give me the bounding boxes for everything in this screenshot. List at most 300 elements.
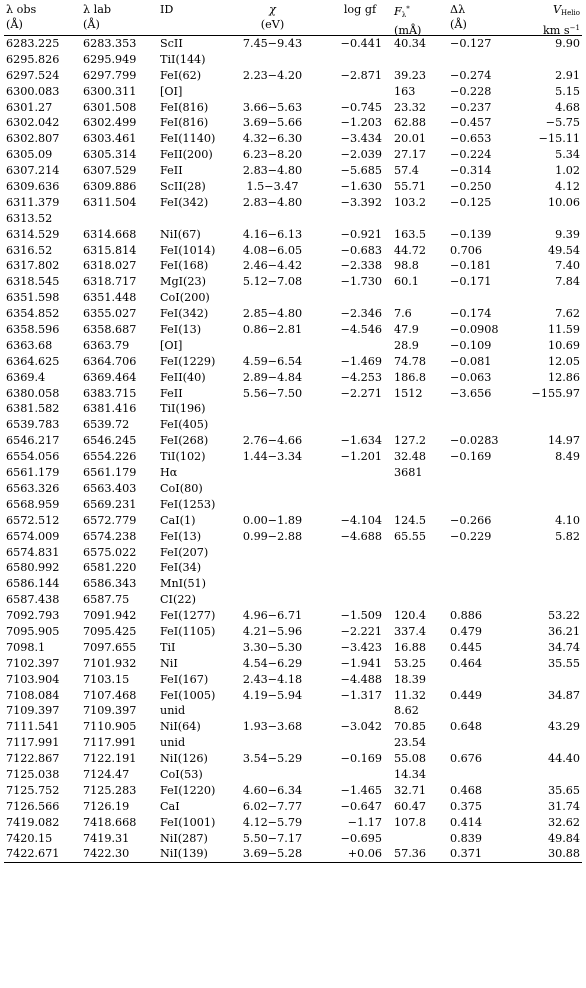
cell-lambda-lab: 6381.416 — [83, 402, 137, 416]
table-row — [4, 386, 582, 402]
table-row — [4, 576, 582, 592]
cell-loggf: −5.685 — [340, 164, 382, 178]
cell-v-helio: 5.15 — [555, 84, 580, 98]
header-lambda-lab: λ lab (Å) — [83, 3, 112, 31]
cell-delta-lambda: −0.314 — [450, 164, 492, 178]
cell-lambda-lab: 6363.79 — [83, 338, 130, 352]
table-row — [4, 354, 582, 370]
cell-id: CoI(200) — [160, 291, 210, 305]
cell-loggf: −1.17 — [347, 815, 382, 829]
cell-id: NiI — [160, 656, 178, 670]
cell-chi: 4.16−6.13 — [242, 227, 303, 241]
cell-lambda-lab: 7103.15 — [83, 672, 130, 686]
cell-lambda-obs: 6546.217 — [6, 434, 60, 448]
cell-lambda-obs: 7092.793 — [6, 609, 60, 623]
cell-id: FeI(13) — [160, 529, 202, 543]
header-v-helio: $V_{Helio}$ km $s^{-1}$ — [542, 3, 580, 37]
cell-id: FeI(816) — [160, 100, 209, 114]
cell-delta-lambda: −0.457 — [450, 116, 492, 130]
cell-id: NiI(67) — [160, 227, 201, 241]
cell-lambda-obs: 6580.992 — [6, 561, 60, 575]
table-row — [4, 274, 582, 290]
table-row — [4, 497, 582, 513]
cell-chi: 0.99−2.88 — [242, 529, 303, 543]
cell-lambda-obs: 7103.904 — [6, 672, 60, 686]
cell-chi: 1.93−3.68 — [242, 720, 303, 734]
cell-lambda-obs: 6302.807 — [6, 132, 60, 146]
cell-lambda-lab: 6309.886 — [83, 180, 137, 194]
cell-id: FeI(342) — [160, 307, 209, 321]
header-flux: $F_\lambda^*$ (mÅ) — [394, 5, 422, 37]
cell-delta-lambda: 0.706 — [450, 243, 483, 257]
table-header — [4, 2, 582, 35]
cell-delta-lambda: −0.169 — [450, 450, 492, 464]
table-row — [4, 243, 582, 259]
cell-v-helio: 4.68 — [555, 100, 580, 114]
cell-v-helio: 30.88 — [547, 847, 580, 861]
cell-delta-lambda: −0.081 — [450, 354, 492, 368]
cell-delta-lambda: −0.063 — [450, 370, 492, 384]
cell-id: ScII — [160, 37, 183, 50]
cell-id: unid — [160, 704, 186, 718]
cell-v-helio: −15.11 — [538, 132, 580, 146]
cell-loggf: −3.434 — [340, 132, 382, 146]
cell-id: FeI(1001) — [160, 815, 216, 829]
cell-lambda-lab: 7117.991 — [83, 736, 137, 750]
cell-lambda-obs: 7098.1 — [6, 640, 46, 654]
cell-flux: 3681 — [394, 466, 423, 480]
cell-id: FeI(1005) — [160, 688, 216, 702]
cell-v-helio: 43.29 — [547, 720, 580, 734]
cell-delta-lambda: −0.0908 — [450, 323, 499, 337]
cell-lambda-lab: 6561.179 — [83, 466, 137, 480]
cell-lambda-lab: 6383.715 — [83, 386, 137, 400]
cell-lambda-lab: 6587.75 — [83, 593, 130, 607]
cell-lambda-obs: 6369.4 — [6, 370, 46, 384]
cell-id: MgI(23) — [160, 275, 207, 289]
cell-id: FeII(200) — [160, 148, 213, 162]
cell-id: TiI(196) — [160, 402, 206, 416]
cell-lambda-lab: 7124.47 — [83, 767, 130, 781]
cell-chi: 4.12−5.79 — [242, 815, 303, 829]
cell-id: FeI(816) — [160, 116, 209, 130]
cell-flux: 11.32 — [394, 688, 427, 702]
table-row — [4, 179, 582, 195]
cell-flux: 8.62 — [394, 704, 419, 718]
cell-delta-lambda: −0.237 — [450, 100, 492, 114]
cell-lambda-lab: 7109.397 — [83, 704, 137, 718]
cell-lambda-lab: 7091.942 — [83, 609, 137, 623]
cell-v-helio: 5.82 — [555, 529, 580, 543]
cell-loggf: −0.683 — [340, 243, 382, 257]
table-row — [4, 322, 582, 338]
cell-lambda-obs: 6574.009 — [6, 529, 60, 543]
table-row — [4, 640, 582, 656]
cell-v-helio: 49.84 — [547, 831, 580, 845]
cell-flux: 47.9 — [394, 323, 419, 337]
cell-delta-lambda: −0.266 — [450, 513, 492, 527]
cell-flux: 32.71 — [394, 783, 427, 797]
cell-flux: 16.88 — [394, 640, 427, 654]
cell-loggf: +0.06 — [347, 847, 382, 861]
cell-flux: 7.6 — [394, 307, 412, 321]
cell-delta-lambda: −0.109 — [450, 338, 492, 352]
cell-lambda-obs: 6307.214 — [6, 164, 60, 178]
cell-v-helio: 4.10 — [555, 513, 580, 527]
cell-lambda-obs: 6300.083 — [6, 84, 60, 98]
cell-id: FeI(1253) — [160, 497, 216, 511]
cell-lambda-lab: 6315.814 — [83, 243, 137, 257]
cell-delta-lambda: 0.839 — [450, 831, 483, 845]
cell-lambda-lab: 7126.19 — [83, 799, 130, 813]
cell-lambda-obs: 6363.68 — [6, 338, 53, 352]
cell-loggf: −1.317 — [340, 688, 382, 702]
cell-lambda-obs: 6301.27 — [6, 100, 53, 114]
cell-lambda-obs: 6313.52 — [6, 211, 53, 225]
cell-chi: 5.50−7.17 — [242, 831, 303, 845]
cell-delta-lambda: 0.445 — [450, 640, 483, 654]
cell-lambda-obs: 7108.084 — [6, 688, 60, 702]
table-row — [4, 115, 582, 131]
table-row — [4, 624, 582, 640]
cell-v-helio: 49.54 — [547, 243, 580, 257]
cell-chi: 2.83−4.80 — [242, 164, 303, 178]
cell-flux: 23.54 — [394, 736, 427, 750]
table-row — [4, 735, 582, 751]
cell-id: [OI] — [160, 84, 183, 98]
cell-loggf: −2.039 — [340, 148, 382, 162]
table-row — [4, 68, 582, 84]
table-row — [4, 672, 582, 688]
cell-lambda-lab: 6358.687 — [83, 323, 137, 337]
cell-chi: 4.32−6.30 — [242, 132, 303, 146]
cell-loggf: −1.203 — [340, 116, 382, 130]
cell-loggf: −0.921 — [340, 227, 382, 241]
cell-v-helio: 44.40 — [547, 752, 580, 766]
cell-lambda-lab: 6554.226 — [83, 450, 137, 464]
cell-id: CI(22) — [160, 593, 196, 607]
cell-lambda-obs: 7420.15 — [6, 831, 53, 845]
table-row — [4, 417, 582, 433]
cell-delta-lambda: −0.171 — [450, 275, 492, 289]
cell-lambda-obs: 6380.058 — [6, 386, 60, 400]
cell-chi: 0.00−1.89 — [242, 513, 303, 527]
cell-lambda-lab: 6369.464 — [83, 370, 137, 384]
cell-delta-lambda: 0.676 — [450, 752, 483, 766]
cell-v-helio: 34.74 — [547, 640, 580, 654]
cell-lambda-obs: 7122.867 — [6, 752, 60, 766]
cell-v-helio: 35.65 — [547, 783, 580, 797]
cell-flux: 18.39 — [394, 672, 427, 686]
cell-v-helio: 2.91 — [555, 68, 580, 82]
cell-flux: 39.23 — [394, 68, 427, 82]
cell-flux: 163.5 — [394, 227, 427, 241]
cell-flux: 20.01 — [394, 132, 427, 146]
table-row — [4, 703, 582, 719]
cell-loggf: −4.104 — [340, 513, 382, 527]
cell-lambda-obs: 6283.225 — [6, 37, 60, 50]
cell-id: FeI(1220) — [160, 783, 216, 797]
cell-lambda-obs: 6586.144 — [6, 577, 60, 591]
cell-id: CoI(80) — [160, 481, 203, 495]
cell-v-helio: 7.62 — [555, 307, 580, 321]
cell-lambda-lab: 7107.468 — [83, 688, 137, 702]
cell-lambda-obs: 6316.52 — [6, 243, 53, 257]
cell-chi: 5.12−7.08 — [242, 275, 303, 289]
cell-delta-lambda: −0.139 — [450, 227, 492, 241]
cell-lambda-lab: 7122.191 — [83, 752, 137, 766]
cell-flux: 1512 — [394, 386, 423, 400]
cell-lambda-obs: 6381.582 — [6, 402, 60, 416]
cell-chi: 3.30−5.30 — [242, 640, 303, 654]
cell-id: FeII(40) — [160, 370, 206, 384]
cell-delta-lambda: 0.468 — [450, 783, 483, 797]
cell-id: [OI] — [160, 338, 183, 352]
cell-loggf: −0.647 — [340, 799, 382, 813]
cell-v-helio: 10.06 — [547, 195, 580, 209]
cell-delta-lambda: −0.653 — [450, 132, 492, 146]
cell-chi: 4.19−5.94 — [242, 688, 303, 702]
cell-lambda-lab: 6297.799 — [83, 68, 137, 82]
cell-lambda-obs: 6561.179 — [6, 466, 60, 480]
cell-lambda-obs: 6351.598 — [6, 291, 60, 305]
cell-lambda-obs: 7125.038 — [6, 767, 60, 781]
cell-lambda-lab: 6581.220 — [83, 561, 137, 575]
cell-loggf: −4.546 — [340, 323, 382, 337]
cell-id: NiI(126) — [160, 752, 208, 766]
cell-delta-lambda: 0.648 — [450, 720, 483, 734]
cell-id: FeI(34) — [160, 561, 202, 575]
cell-chi: 1.5−3.47 — [246, 180, 299, 194]
table-row — [4, 163, 582, 179]
cell-v-helio: 32.62 — [547, 815, 580, 829]
table-row — [4, 815, 582, 831]
cell-lambda-lab: 6355.027 — [83, 307, 137, 321]
cell-delta-lambda: 0.886 — [450, 609, 483, 623]
table-row — [4, 290, 582, 306]
cell-chi: 4.21−5.96 — [242, 624, 303, 638]
cell-v-helio: 7.84 — [555, 275, 580, 289]
cell-v-helio: 8.49 — [555, 450, 580, 464]
table-row — [4, 306, 582, 322]
cell-id: Hα — [160, 466, 178, 480]
cell-lambda-obs: 7125.752 — [6, 783, 60, 797]
cell-delta-lambda: −0.125 — [450, 195, 492, 209]
cell-v-helio: −155.97 — [531, 386, 580, 400]
cell-chi: 3.54−5.29 — [242, 752, 303, 766]
cell-flux: 55.71 — [394, 180, 427, 194]
cell-id: FeI(1277) — [160, 609, 216, 623]
cell-delta-lambda: −0.250 — [450, 180, 492, 194]
cell-flux: 62.88 — [394, 116, 427, 130]
cell-loggf: −1.630 — [340, 180, 382, 194]
cell-id: FeI(1229) — [160, 354, 216, 368]
cell-flux: 40.34 — [394, 37, 427, 50]
cell-lambda-obs: 6563.326 — [6, 481, 60, 495]
cell-lambda-obs: 6302.042 — [6, 116, 60, 130]
header-chi: χ (eV) — [260, 3, 285, 31]
cell-flux: 55.08 — [394, 752, 427, 766]
cell-v-helio: 9.39 — [555, 227, 580, 241]
cell-lambda-obs: 6311.379 — [6, 195, 60, 209]
cell-lambda-obs: 6295.826 — [6, 52, 60, 66]
cell-id: FeI(1105) — [160, 624, 216, 638]
cell-delta-lambda: 0.375 — [450, 799, 483, 813]
table-row — [4, 513, 582, 529]
cell-delta-lambda: −0.127 — [450, 37, 492, 50]
cell-delta-lambda: 0.479 — [450, 624, 483, 638]
cell-delta-lambda: −0.274 — [450, 68, 492, 82]
cell-lambda-lab: 6311.504 — [83, 195, 137, 209]
table-row — [4, 195, 582, 211]
cell-lambda-lab: 7419.31 — [83, 831, 130, 845]
cell-flux: 337.4 — [394, 624, 427, 638]
cell-v-helio: 36.21 — [547, 624, 580, 638]
cell-loggf: −3.423 — [340, 640, 382, 654]
cell-loggf: −4.253 — [340, 370, 382, 384]
cell-lambda-obs: 6358.596 — [6, 323, 60, 337]
table-row — [4, 370, 582, 386]
cell-lambda-lab: 6295.949 — [83, 52, 137, 66]
cell-id: FeII — [160, 164, 183, 178]
cell-lambda-lab: 6575.022 — [83, 545, 137, 559]
cell-lambda-lab: 6303.461 — [83, 132, 137, 146]
cell-lambda-obs: 7419.082 — [6, 815, 60, 829]
table-row — [4, 608, 582, 624]
cell-id: FeI(342) — [160, 195, 209, 209]
cell-flux: 127.2 — [394, 434, 427, 448]
cell-lambda-lab: 6546.245 — [83, 434, 137, 448]
cell-chi: 3.66−5.63 — [242, 100, 303, 114]
cell-chi: 2.76−4.66 — [242, 434, 303, 448]
cell-lambda-lab: 7418.668 — [83, 815, 137, 829]
cell-lambda-obs: 6539.783 — [6, 418, 60, 432]
cell-lambda-lab: 6301.508 — [83, 100, 137, 114]
cell-loggf: −4.688 — [340, 529, 382, 543]
cell-loggf: −2.338 — [340, 259, 382, 273]
cell-lambda-lab: 6364.706 — [83, 354, 137, 368]
cell-loggf: −0.441 — [340, 37, 382, 50]
cell-v-helio: 12.05 — [547, 354, 580, 368]
table-row — [4, 465, 582, 481]
cell-chi: 5.56−7.50 — [242, 386, 303, 400]
cell-loggf: −2.221 — [340, 624, 382, 638]
cell-chi: 1.44−3.34 — [242, 450, 303, 464]
cell-loggf: −1.465 — [340, 783, 382, 797]
cell-loggf: −0.695 — [340, 831, 382, 845]
cell-chi: 2.85−4.80 — [242, 307, 303, 321]
table-row — [4, 656, 582, 672]
cell-lambda-obs: 6364.625 — [6, 354, 60, 368]
cell-loggf: −1.509 — [340, 609, 382, 623]
cell-flux: 53.25 — [394, 656, 427, 670]
cell-lambda-lab: 6302.499 — [83, 116, 137, 130]
table-row — [4, 52, 582, 68]
cell-chi: 7.45−9.43 — [242, 37, 303, 50]
cell-id: NiI(287) — [160, 831, 208, 845]
cell-v-helio: 53.22 — [547, 609, 580, 623]
cell-flux: 103.2 — [394, 195, 427, 209]
cell-id: TiI — [160, 640, 176, 654]
cell-delta-lambda: 0.414 — [450, 815, 483, 829]
cell-delta-lambda: 0.449 — [450, 688, 483, 702]
cell-id: FeI(1140) — [160, 132, 216, 146]
cell-flux: 23.32 — [394, 100, 427, 114]
cell-flux: 14.34 — [394, 767, 427, 781]
table-row — [4, 211, 582, 227]
cell-id: FeII — [160, 386, 183, 400]
cell-chi: 4.96−6.71 — [242, 609, 303, 623]
cell-chi: 0.86−2.81 — [242, 323, 303, 337]
line-list-table — [4, 2, 582, 863]
cell-id: FeI(168) — [160, 259, 209, 273]
cell-delta-lambda: 0.464 — [450, 656, 483, 670]
cell-id: FeI(62) — [160, 68, 202, 82]
cell-lambda-lab: 7110.905 — [83, 720, 137, 734]
cell-lambda-obs: 6554.056 — [6, 450, 60, 464]
cell-loggf: −3.042 — [340, 720, 382, 734]
cell-id: FeI(268) — [160, 434, 209, 448]
cell-lambda-lab: 6318.027 — [83, 259, 137, 273]
cell-loggf: −1.941 — [340, 656, 382, 670]
cell-lambda-lab: 6307.529 — [83, 164, 137, 178]
table-row — [4, 433, 582, 449]
cell-lambda-lab: 6563.403 — [83, 481, 137, 495]
cell-flux: 124.5 — [394, 513, 427, 527]
table-row — [4, 831, 582, 847]
cell-id: NiI(64) — [160, 720, 201, 734]
cell-lambda-obs: 7095.905 — [6, 624, 60, 638]
cell-flux: 163 — [394, 84, 416, 98]
cell-lambda-obs: 6568.959 — [6, 497, 60, 511]
table-row — [4, 846, 582, 862]
cell-lambda-obs: 6309.636 — [6, 180, 60, 194]
cell-lambda-obs: 6574.831 — [6, 545, 60, 559]
cell-flux: 60.47 — [394, 799, 427, 813]
cell-v-helio: 9.90 — [555, 37, 580, 50]
cell-delta-lambda: −0.0283 — [450, 434, 499, 448]
cell-chi: 2.43−4.18 — [242, 672, 303, 686]
cell-delta-lambda: −0.181 — [450, 259, 492, 273]
cell-lambda-lab: 7101.932 — [83, 656, 137, 670]
table-row — [4, 529, 582, 545]
cell-v-helio: 5.34 — [555, 148, 580, 162]
cell-lambda-lab: 7422.30 — [83, 847, 130, 861]
cell-chi: 4.08−6.05 — [242, 243, 303, 257]
cell-lambda-obs: 6572.512 — [6, 513, 60, 527]
cell-flux: 98.8 — [394, 259, 419, 273]
cell-id: CoI(53) — [160, 767, 203, 781]
cell-lambda-obs: 6305.09 — [6, 148, 53, 162]
cell-delta-lambda: 0.371 — [450, 847, 483, 861]
cell-id: FeI(1014) — [160, 243, 216, 257]
cell-flux: 32.48 — [394, 450, 427, 464]
cell-chi: 3.69−5.66 — [242, 116, 303, 130]
cell-lambda-lab: 6314.668 — [83, 227, 137, 241]
cell-flux: 120.4 — [394, 609, 427, 623]
cell-lambda-lab: 6300.311 — [83, 84, 137, 98]
cell-chi: 3.69−5.28 — [242, 847, 303, 861]
cell-lambda-lab: 6305.314 — [83, 148, 137, 162]
cell-v-helio: 1.02 — [555, 164, 580, 178]
cell-chi: 2.83−4.80 — [242, 195, 303, 209]
cell-loggf: −2.271 — [340, 386, 382, 400]
table-row — [4, 751, 582, 767]
cell-loggf: −0.745 — [340, 100, 382, 114]
table-row — [4, 36, 582, 52]
cell-lambda-obs: 6318.545 — [6, 275, 60, 289]
cell-id: FeI(167) — [160, 672, 209, 686]
